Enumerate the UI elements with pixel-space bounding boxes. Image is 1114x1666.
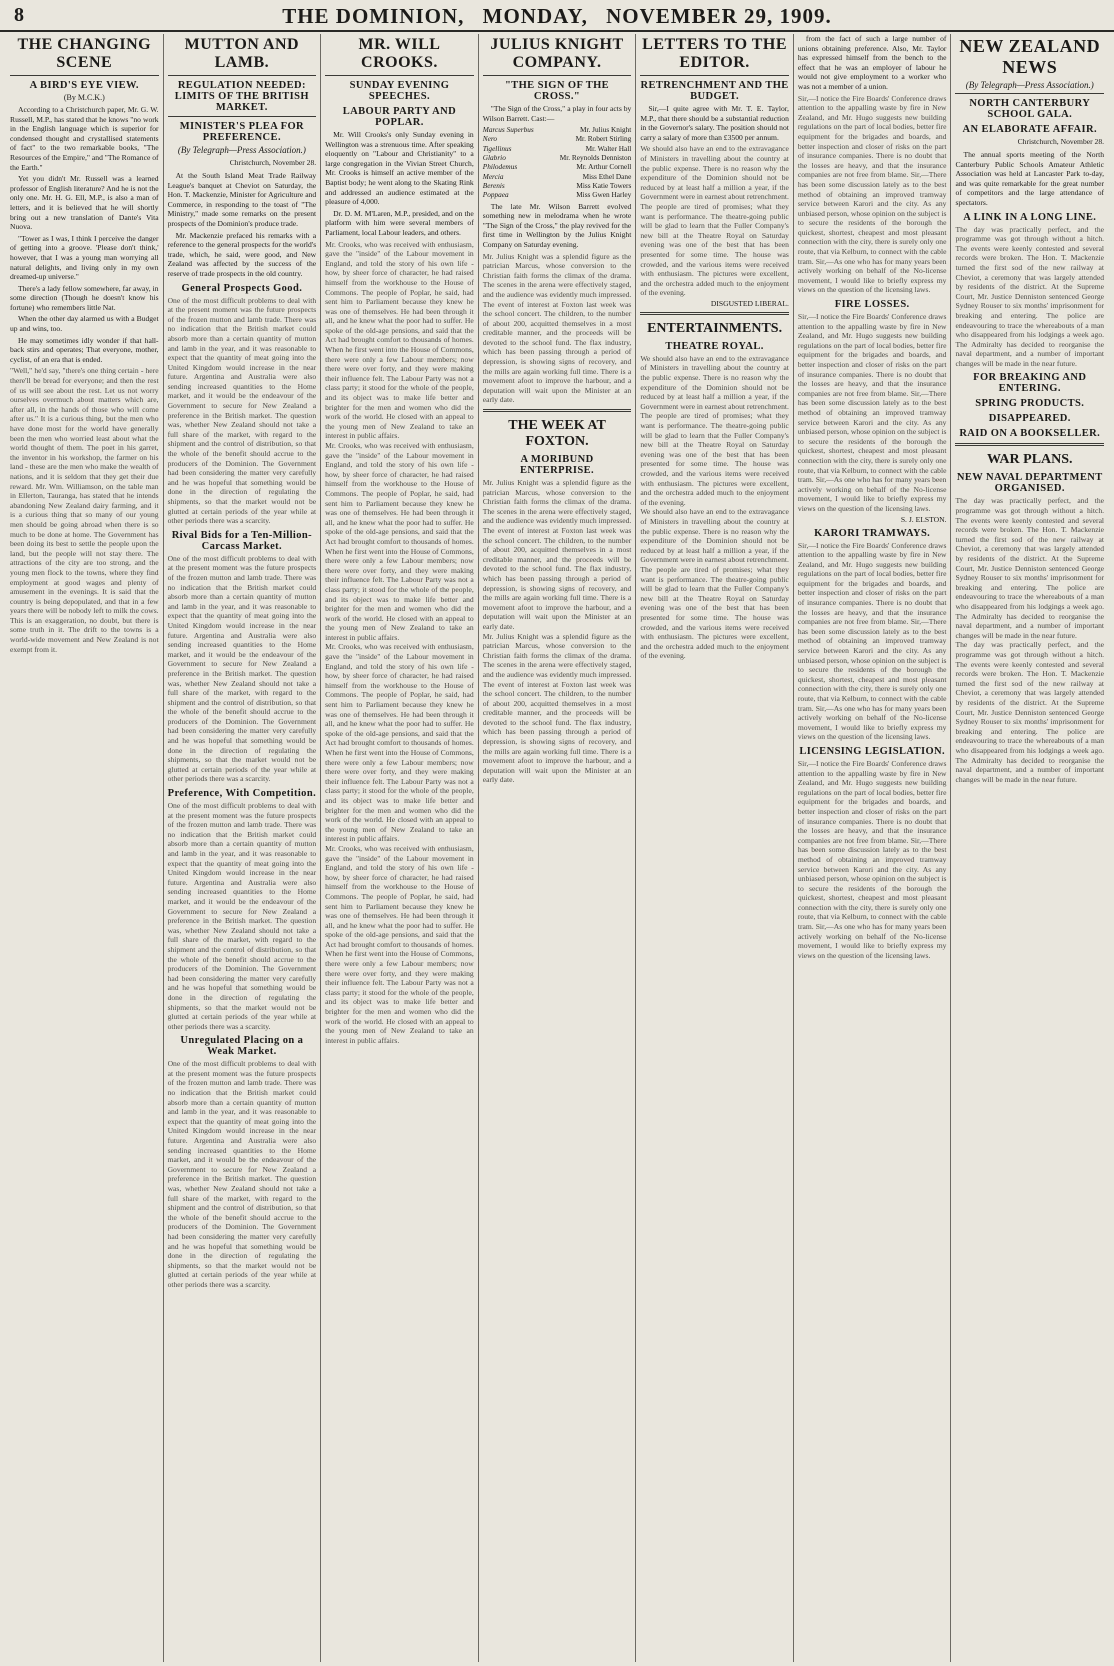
column-1 [6, 34, 164, 1662]
cast-row [483, 125, 632, 134]
dateline: Christchurch, November 28. [1017, 137, 1105, 146]
section-title: THE WEEK AT FOXTON. [508, 418, 606, 450]
issue-date: NOVEMBER 29, 1909. [606, 4, 832, 28]
column-3 [321, 34, 479, 1662]
cast-actor: Mr. Robert Stirling [575, 134, 632, 144]
divider [640, 312, 789, 315]
article-paragraph: Mr. Will Crooks's only Sunday evening in Wellington was a strenuous time. After speaking eloquently on "Labour and Christianity" to a large congregation in the Vivian Street Church, Mr. Crooks is himself an active member of the Baptist body; he went along to the Skating Rink and addressed an audience estimated at the pleasure of 4,000. [325, 130, 474, 207]
divider [640, 75, 789, 76]
cast-row [483, 172, 632, 181]
cast-actor: Mr. Julius Knight [580, 125, 632, 135]
cast-actor: Miss Katie Towers [576, 180, 632, 190]
column-title: MUTTON AND LAMB. [184, 36, 300, 71]
cast-role: Nero [482, 134, 498, 144]
column-6 [794, 34, 952, 1662]
cast-actor: Mr. Walter Hall [585, 143, 632, 153]
article-heading: A LINK IN A LONG LINE. [963, 211, 1097, 223]
cast-role: Glabrio [482, 153, 506, 163]
article-paragraph: The late Mr. Wilson Barrett evolved something new in melodrama when he wrote "The Sign of the Cross," the play revived for the first time in Wellington by the Julius Knight Company on Saturday evening. [482, 201, 632, 249]
article-heading: "THE SIGN OF THE CROSS." [504, 80, 610, 102]
letter-paragraph: from the fact of such a large number of unions obtaining preference. Also, Mr. Taylor has expressed himself from the bench to the effect that he was an employer of labour he would not give employment to a worker who was not a member of a union. [797, 34, 947, 91]
section-title: ENTERTAINMENTS. [647, 320, 783, 336]
letter-body: Sir,—I notice the Fire Boards' Conference draws attention to the appalling waste by fire in New Zealand, and Mr. Hugo suggests new building regulations on the part of local bodies, better fire equipment for the brigades and boards, and better inspection and closer of risks on the part of insurance companies. There is no doubt that the losses are heavy, and that the insurance companies are not free from blame. Sir,—There has been some discussion lately as to the best method of obtaining an improved tramway service between Karori and the city. As any unbiased person, whose opinion on the subject is to secure the residents of the borough the quickest, shortest, cheapest and most pleasant connection with the city, there is surely only one route, that via Kelburn, to connect with the cable tram. Sir,—As one who has for many years been actively working on behalf of the No-license movement, I would like to briefly express my views on the question of the licensing laws. [797, 93, 947, 295]
article-paragraph: There's a lady fellow somewhere, far away, in some direction (Though he doesn't know his fortune) who remembers little Nat. [10, 283, 159, 312]
column-2 [164, 34, 322, 1662]
article-heading: A BIRD'S EYE VIEW. [29, 80, 139, 91]
column-title: NEW ZEALAND NEWS [959, 36, 1101, 77]
article-body: One of the most difficult problems to deal with at the present moment was the future prospects of the frozen mutton and lamb trade. There was no indication that the British market could absorb more than a certain quantity of mutton and lamb in the year, and it was reasonable to expect that the quantity of meat going into the United Kingdom would increase in the near future. Argentina and Australia were also sending increased quantities to the Home market, and it would be the endeavour of the Government to secure for New Zealand a preference in the British market. The question was, whether New Zealand should not take a full share of the market, with regard to the shipment and the control of distribution, so that the whole of the benefit should accrue to the producers of the Dominion. The Government had been considering the matter very carefully and he was hopeful that something would be done in the direction of regulating the shipments, so that the market would not be glutted at certain periods of the year while at other periods there was a scarcity. [167, 553, 317, 784]
cast-actor: Miss Ethel Dane [582, 171, 632, 181]
article-body: Mr. Julius Knight was a splendid figure as the patrician Marcus, whose conversion to the Christian faith forms the climax of the drama. The scenes in the arena were effectively staged, and the audience was evidently much impressed. The event of interest at Foxton last week was the school concert. The children, to the number of about 200, acquitted themselves in a most creditable manner, and the proceeds will be devoted to the school fund. The flax industry, which has been passing through a period of depression, is showing signs of recovery, and the mills are again working full time. There is a movement afoot to improve the harbour, and a deputation will wait upon the Minister at an early date. [482, 631, 632, 785]
article-heading: RAID ON A BOOKSELLER. [959, 428, 1101, 440]
dateline: Christchurch, November 28. [229, 158, 317, 167]
letter-body: Sir,—I notice the Fire Boards' Conference draws attention to the appalling waste by fire in New Zealand, and Mr. Hugo suggests new building regulations on the part of local bodies, better fire equipment for the brigades and boards, and better inspection and closer of risks on the part of insurance companies. There is no doubt that the losses are heavy, and that the insurance companies are not free from blame. Sir,—There has been some discussion lately as to the best method of obtaining an improved tramway service between Karori and the city. As any unbiased person, whose opinion on the subject is to secure the residents of the borough the quickest, shortest, cheapest and most pleasant connection with the city, there is surely only one route, that via Kelburn, to connect with the cable tram. Sir,—As one who has for many years been actively working on behalf of the No-license movement, I would like to briefly express my views on the question of the licensing laws. [797, 540, 947, 742]
section-subtitle: A MORIBUND ENTERPRISE. [519, 454, 595, 477]
letter-heading: KARORI TRAMWAYS. [814, 527, 931, 539]
article-body: Mr. Crooks, who was received with enthusiasm, gave the "inside" of the Labour movement in England, and told the story of his own life - how, by sheer force of character, he had raised himself from the workhouse to the House of Commons. The people of Poplar, he said, had sent him to Parliament because they knew he was one of themselves. He had been through it all, and he knew what the poor had to suffer. He spoke of the old-age pensions, and said that the Act had brought comfort to thousands of homes. When he first went into the House of Commons, there were only a few Labour members; now there were over forty, and they were making their influence felt. The Labour Party was not a class party; it stood for the whole of the people, and its object was to make life better and brighter for the men and women who did the work of the world. He closed with an appeal to the young men of New Zealand to take an interest in public affairs. [325, 843, 474, 1045]
cast-role: Philodemus [482, 162, 518, 172]
letter-body: Sir,—I notice the Fire Boards' Conference draws attention to the appalling waste by fire in New Zealand, and Mr. Hugo suggests new building regulations on the part of local bodies, better fire equipment for the brigades and boards, and better inspection and closer of risks on the part of insurance companies. There is no doubt that the losses are heavy, and that the insurance companies are not free from blame. Sir,—There has been some discussion lately as to the best method of obtaining an improved tramway service between Karori and the city. As any unbiased person, whose opinion on the subject is to secure the residents of the borough the quickest, shortest, cheapest and most pleasant connection with the city, there is surely only one route, that via Kelburn, to connect with the cable tram. Sir,—As one who has for many years been actively working on behalf of the No-license movement, I would like to briefly express my views on the question of the licensing laws. [797, 758, 947, 960]
cast-role: Marcus Superbus [482, 125, 534, 135]
article-paragraph: "Tower as I was, I think I perceive the danger of getting into a groove. 'Please don't think,' however, that I was a young man worrying all natural delights, and living only in my own dreamed-up universe." [10, 233, 159, 282]
column-title: MR. WILL CROOKS. [358, 36, 441, 71]
article-paragraph: He may sometimes idly wonder if that hall-back stirs and operates; That everyone, mother, cyclist, of an era that is ended. [10, 335, 159, 364]
paper-title-line [0, 4, 1114, 29]
article-body: The day was practically perfect, and the programme was got through without a hitch. The events were keenly contested and several records were broken. The Hon. T. Mackenzie turned the first sod of the new railway at Cheviot, a ceremony that was largely attended by residents of the district. At the Supreme Court, Mr. Justice Denniston sentenced George Sydney Rouser to six months' imprisonment for breaking and entering. The police are endeavouring to trace the whereabouts of a man who disappeared from his lodgings a week ago. The Admiralty has decided to reorganise the naval department, and a number of important changes will be made in the near future. [955, 640, 1105, 784]
cast-role: Poppaea [482, 190, 509, 200]
masthead [0, 0, 1114, 32]
article-body: The day was practically perfect, and the programme was got through without a hitch. The events were keenly contested and several records were broken. The Hon. T. Mackenzie turned the first sod of the new railway at Cheviot, a ceremony that was largely attended by residents of the district. At the Supreme Court, Mr. Justice Denniston sentenced George Sydney Rouser to six months' imprisonment for breaking and entering. The police are endeavouring to trace the whereabouts of a man who disappeared from his lodgings a week ago. The Admiralty has decided to reorganise the naval department, and a number of important changes will be made in the near future. [955, 496, 1105, 640]
paper-title: THE DOMINION, [282, 4, 465, 28]
article-body: "Well," he'd say, "there's one thing certain - here there'll be bread for everyone; and then the rest of us will see about the rest. Let us not worry ourselves overmuch about matters which are, after all, in the hands of those who will come after us." It is a curious thing, but the men who have done most for the world have generally been the men who worried least about what the world thought of them. The poet in his garret, the inventor in his workshop, the farmer on his land - these are the men who make the wealth of nations, and it is seldom that they get their due reward. Mr. Wm. Williamson, on the table man in Ellerton, Tauranga, has stated that he intends abandoning New Zealand dairy farming, and it is a curious thing that so many of our young men should be going abroad when there is so much to be done at home. The Government has been doing its best to settle the people upon the land, but the people will not stay there. The attractions of the city are too strong, and the young men flock to the towns, where they find employment at good wages and plenty of amusement in the evenings. It is said that the country is being depopulated, and that in a few years there will be nobody left to milk the cows. This is an exaggeration, no doubt, but there is some truth in it. The drift to the towns is a world-wide movement and New Zealand is not exempt from it. [10, 366, 159, 654]
article-heading: DISAPPEARED. [988, 413, 1071, 425]
cast-row [483, 162, 632, 171]
letter-signature: DISGUSTED LIBERAL. [710, 298, 789, 308]
letter-paragraph: Sir,—I quite agree with Mr. T. E. Taylor, M.P., that there should be a substantial reduction in the Governor's salary. The position should not carry a salary of more than £3500 per annum. [640, 104, 789, 142]
section-head: General Prospects Good. [181, 282, 303, 294]
article-body: One of the most difficult problems to deal with at the present moment was the future prospects of the frozen mutton and lamb trade. There was no indication that the British market could absorb more than a certain quantity of mutton and lamb in the year, and it was reasonable to expect that the quantity of meat going into the United Kingdom would increase in the near future. Argentina and Australia were also sending increased quantities to the Home market, and it would be the endeavour of the Government to secure for New Zealand a preference in the British market. The question was, whether New Zealand should not take a full share of the market, with regard to the shipment and the control of distribution, so that the whole of the benefit should accrue to the producers of the Dominion. The Government had been considering the matter very carefully and he was hopeful that something would be done in the direction of regulating the shipments, so that the market would not be glutted at certain periods of the year while at other periods there was a scarcity. [167, 801, 317, 1031]
section-head: Preference, With Competition. [167, 788, 317, 800]
divider [483, 409, 632, 412]
divider [955, 93, 1104, 94]
letter-signature: S. J. ELSTON. [900, 514, 947, 524]
article-heading: SUNDAY EVENING SPEECHES. [349, 80, 450, 102]
divider [325, 75, 474, 76]
divider [168, 75, 317, 76]
article-body: Mr. Crooks, who was received with enthusiasm, gave the "inside" of the Labour movement in England, and told the story of his own life - how, by sheer force of character, he had raised himself from the workhouse to the House of Commons. The people of Poplar, he said, had sent him to Parliament because they knew he was one of themselves. He had been through it all, and he knew what the poor had to suffer. He spoke of the old-age pensions, and said that the Act had brought comfort to thousands of homes. When he first went into the House of Commons, there were only a few Labour members; now there were over forty, and they were making their influence felt. The Labour Party was not a class party; it stood for the whole of the people, and its object was to make life better and brighter for the men and women who did the work of the world. He closed with an appeal to the young men of New Zealand to take an interest in public affairs. [325, 239, 474, 441]
article-body: Mr. Crooks, who was received with enthusiasm, gave the "inside" of the Labour movement in England, and told the story of his own life - how, by sheer force of character, he had raised himself from the workhouse to the House of Commons. The people of Poplar, he said, had sent him to Parliament because they knew he was one of themselves. He had been through it all, and he knew what the poor had to suffer. He spoke of the old-age pensions, and said that the Act had brought comfort to thousands of homes. When he first went into the House of Commons, there were only a few Labour members; now there were over forty, and they were making their influence felt. The Labour Party was not a class party; it stood for the whole of the people, and its object was to make life better and brighter for the men and women who did the work of the world. He closed with an appeal to the young men of New Zealand to take an interest in public affairs. [325, 441, 474, 642]
letter-body: We should also have an end to the extravagance of Ministers in travelling about the country at the public expense. There is no reason why the expenditure of the Dominion should not be reduced by at least half a million a year, if the Government were in earnest about retrenchment. The people are tired of promises; what they want is performance. The theatre-going public will be glad to learn that the Fuller Company's new bill at the Theatre Royal on Saturday evening was one of the best that has been presented for some time. The house was crowded, and the various items were received with enthusiasm. The pictures were excellent, and the orchestra added much to the enjoyment of the evening. [640, 144, 789, 298]
letter-heading: LICENSING LEGISLATION. [799, 745, 946, 757]
article-subheading: LABOUR PARTY AND POPLAR. [342, 106, 457, 128]
column-5 [636, 34, 794, 1662]
article-byline: (By M.C.K.) [63, 93, 105, 102]
cast-role: Tigellinus [482, 143, 512, 153]
divider [168, 116, 317, 117]
article-paragraph: Mr. Mackenzie prefaced his remarks with a reference to the general prospects for the world's trade, which, he said, were good, and New Zealand was affected by the success of the reserve of trade prospects in the old country. [167, 230, 317, 278]
cast-role: Mercia [482, 171, 504, 181]
cast-actor: Mr. Arthur Cornell [576, 162, 632, 172]
divider [483, 75, 632, 76]
article-paragraph: The annual sports meeting of the North Canterbury Public Schools Amateur Athletic Association was held at Lancaster Park to-day, and was quite remarkable for the great number of competitors and the large attendance of spectators. [955, 150, 1105, 207]
cast-list [483, 125, 632, 199]
article-body: Mr. Julius Knight was a splendid figure as the patrician Marcus, whose conversion to the Christian faith forms the climax of the drama. The scenes in the arena were effectively staged, and the audience was evidently much impressed. The event of interest at Foxton last week was the school concert. The children, to the number of about 200, acquitted themselves in a most creditable manner, and the proceeds will be devoted to the school fund. The flax industry, which has been passing through a period of depression, is showing signs of recovery, and the mills are again working full time. There is a movement afoot to improve the harbour, and a deputation will wait upon the Minister at an early date. [482, 251, 632, 405]
column-title: LETTERS TO THE EDITOR. [642, 36, 788, 71]
article-body: One of the most difficult problems to deal with at the present moment was the future prospects of the frozen mutton and lamb trade. There was no indication that the British market could absorb more than a certain quantity of mutton and lamb in the year, and it was reasonable to expect that the quantity of meat going into the United Kingdom would increase in the near future. Argentina and Australia were also sending increased quantities to the Home market, and it would be the endeavour of the Government to secure for New Zealand a preference in the British market. The question was, whether New Zealand should not take a full share of the market, with regard to the shipment and the control of distribution, so that the whole of the benefit should accrue to the producers of the Dominion. The Government had been considering the matter very carefully and he was hopeful that something would be done in the direction of regulating the shipments, so that the market would not be glutted at certain periods of the year while at other periods there was a scarcity. [167, 295, 317, 526]
article-paragraph: At the South Island Meat Trade Railway League's banquet at Cheviot on Saturday, the Hon. T. Mackenzie, Minister for Agriculture and Commerce, in responding to the toast of "The Ministry," made some remarks on the present prospects of the Dominion's produce trade. [167, 171, 317, 228]
page-number: 8 [14, 4, 24, 26]
letter-body: Sir,—I notice the Fire Boards' Conference draws attention to the appalling waste by fire in New Zealand, and Mr. Hugo suggests new building regulations on the part of local bodies, better fire equipment for the brigades and boards, and better inspection and closer of risks on the part of insurance companies. There is no doubt that the losses are heavy, and that the insurance companies are not free from blame. Sir,—There has been some discussion lately as to the best method of obtaining an improved tramway service between Karori and the city. As any unbiased person, whose opinion on the subject is to secure the residents of the borough the quickest, shortest, cheapest and most pleasant connection with the city, there is surely only one route, that via Kelburn, to connect with the cable tram. Sir,—As one who has for many years been actively working on behalf of the No-license movement, I would like to briefly express my views on the question of the licensing laws. [797, 312, 947, 513]
letter-heading: FIRE LOSSES. [834, 299, 910, 311]
cast-row [483, 144, 632, 153]
section-head: Unregulated Placing on a Weak Market. [180, 1035, 304, 1058]
article-paragraph: When the other day alarmed us with a Budget up and wins, too. [10, 314, 159, 334]
wire-source: (By Telegraph—Press Association.) [965, 80, 1094, 90]
article-paragraph: Yet you didn't Mr. Russell was a learned professor of English literature? And he is not the only one. Mr. H. G. Ell, M.P., is also a man of letters, and it is believed that he will shortly bring out a new translation of Dante's Vita Nuova. [10, 174, 159, 232]
wire-source: (By Telegraph—Press Association.) [177, 145, 306, 155]
columns [6, 34, 1108, 1662]
article-heading: NORTH CANTERBURY SCHOOL GALA. [969, 98, 1091, 120]
article-subheading: MINISTER'S PLEA FOR PREFERENCE. [179, 121, 305, 143]
article-body: We should also have an end to the extravagance of Ministers in travelling about the country at the public expense. There is no reason why the expenditure of the Dominion should not be reduced by at least half a million a year, if the Government were in earnest about retrenchment. The people are tired of promises; what they want is performance. The theatre-going public will be glad to learn that the Fuller Company's new bill at the Theatre Royal on Saturday evening was one of the best that has been presented for some time. The house was crowded, and the various items were received with enthusiasm. The pictures were excellent, and the orchestra added much to the enjoyment of the evening. [640, 353, 789, 507]
divider [10, 75, 159, 76]
cast-actor: Mr. Reynolds Denniston [559, 153, 632, 163]
article-body: One of the most difficult problems to deal with at the present moment was the future prospects of the frozen mutton and lamb trade. There was no indication that the British market could absorb more than a certain quantity of mutton and lamb in the year, and it was reasonable to expect that the quantity of meat going into the United Kingdom would increase in the near future. Argentina and Australia were also sending increased quantities to the Home market, and it would be the endeavour of the Government to secure for New Zealand a preference in the British market. The question was, whether New Zealand should not take a full share of the market, with regard to the shipment and the control of distribution, so that the whole of the benefit should accrue to the producers of the Dominion. The Government had been considering the matter very carefully and he was hopeful that something would be done in the direction of regulating the shipments, so that the market would not be glutted at certain periods of the year while at other periods there was a scarcity. [167, 1059, 317, 1289]
article-heading: SPRING PRODUCTS. [975, 398, 1085, 410]
article-heading: REGULATION NEEDED: LIMITS OF THE BRITISH MARKET. [174, 80, 309, 113]
section-subtitle: THEATRE ROYAL. [665, 340, 764, 352]
article-body: Mr. Julius Knight was a splendid figure as the patrician Marcus, whose conversion to the Christian faith forms the climax of the drama. The scenes in the arena were effectively staged, and the audience was evidently much impressed. The event of interest at Foxton last week was the school concert. The children, to the number of about 200, acquitted themselves in a most creditable manner, and the proceeds will be devoted to the school fund. The flax industry, which has been passing through a period of depression, is showing signs of recovery, and the mills are again working full time. There is a movement afoot to improve the harbour, and a deputation will wait upon the Minister at an early date. [482, 478, 632, 631]
column-7 [951, 34, 1108, 1662]
article-intro: "The Sign of the Cross," a play in four acts by Wilson Barrett. Cast:— [482, 104, 632, 123]
cast-row [483, 190, 632, 199]
article-subheading: AN ELABORATE AFFAIR. [962, 124, 1097, 135]
article-body: We should also have an end to the extravagance of Ministers in travelling about the country at the public expense. There is no reason why the expenditure of the Dominion should not be reduced by at least half a million a year, if the Government were in earnest about retrenchment. The people are tired of promises; what they want is performance. The theatre-going public will be glad to learn that the Fuller Company's new bill at the Theatre Royal on Saturday evening was one of the best that has been presented for some time. The house was crowded, and the various items were received with enthusiasm. The pictures were excellent, and the orchestra added much to the enjoyment of the evening. [640, 507, 789, 661]
cast-actor: Miss Gwen Harley [576, 190, 632, 200]
issue-day: MONDAY, [482, 4, 588, 28]
article-heading: NEW NAVAL DEPARTMENT ORGANISED. [956, 472, 1103, 495]
section-head: Rival Bids for a Ten-Million-Carcass Market. [171, 529, 313, 552]
cast-role: Berenis [482, 180, 505, 190]
letter-heading: RETRENCHMENT AND THE BUDGET. [640, 80, 789, 102]
column-title: JULIUS KNIGHT COMPANY. [490, 36, 624, 71]
cast-row [483, 134, 632, 143]
article-body: The day was practically perfect, and the programme was got through without a hitch. The events were keenly contested and several records were broken. The Hon. T. Mackenzie turned the first sod of the new railway at Cheviot, a ceremony that was largely attended by residents of the district. At the Supreme Court, Mr. Justice Denniston sentenced George Sydney Rouser to six months' imprisonment for breaking and entering. The police are endeavouring to trace the whereabouts of a man who disappeared from his lodgings a week ago. The Admiralty has decided to reorganise the naval department, and a number of important changes will be made in the near future. [955, 224, 1105, 368]
cast-row [483, 153, 632, 162]
section-title: WAR PLANS. [986, 452, 1073, 468]
divider [955, 443, 1104, 446]
article-paragraph: Dr. D. M. M'Laren, M.P., presided, and on the platform with him were several members of Parliament, local Labour leaders, and others. [325, 208, 474, 237]
cast-row [483, 181, 632, 190]
column-title: THE CHANGING SCENE [17, 36, 152, 71]
article-paragraph: According to a Christchurch paper, Mr. G. W. Russell, M.P., has stated that he knows "no work in the English language which is superior for condensed thought and crystallised statements of fact" to the two remarkable books, "The Resources of the Empire," and "The Romance of the Earth." [10, 105, 159, 172]
article-heading: FOR BREAKING AND ENTERING. [973, 372, 1087, 395]
column-4 [479, 34, 637, 1662]
article-body: Mr. Crooks, who was received with enthusiasm, gave the "inside" of the Labour movement in England, and told the story of his own life - how, by sheer force of character, he had raised himself from the workhouse to the House of Commons. The people of Poplar, he said, had sent him to Parliament because they knew he was one of themselves. He had been through it all, and he knew what the poor had to suffer. He spoke of the old-age pensions, and said that the Act had brought comfort to thousands of homes. When he first went into the House of Commons, there were only a few Labour members; now there were over forty, and they were making their influence felt. The Labour Party was not a class party; it stood for the whole of the people, and its object was to make life better and brighter for the men and women who did the work of the world. He closed with an appeal to the young men of New Zealand to take an interest in public affairs. [325, 642, 474, 844]
